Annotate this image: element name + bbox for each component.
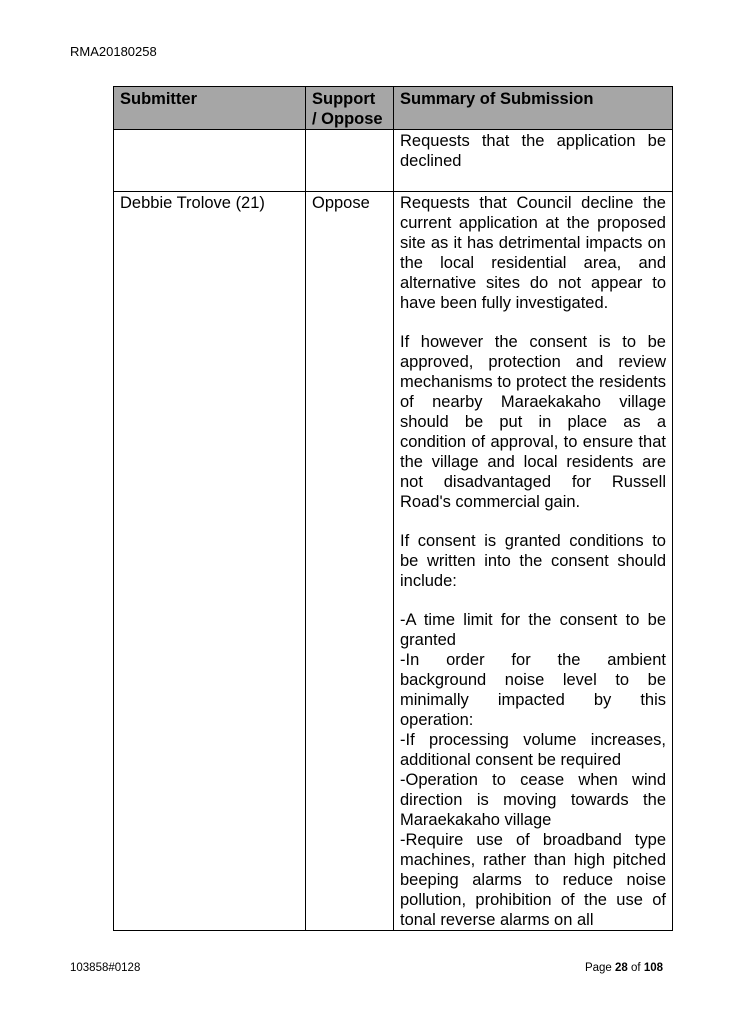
footer-page-number	[560, 962, 663, 974]
header-support-oppose	[306, 87, 394, 130]
summary-paragraph: If however the consent is to be approved, protection and review mechanisms to protect the residents of nearby Maraekakaho village should be put in place as a condition of approval, to ensure that the village and local residents are not disadvantaged for Russell Road's commercial gain.	[400, 333, 666, 511]
header-summary: Summary of Submission	[394, 87, 673, 130]
stance-cell: Oppose	[306, 192, 394, 931]
total-pages: 108	[643, 962, 663, 974]
submitter-cell: Debbie Trolove (21)	[114, 192, 306, 931]
summary-paragraph: Requests that Council decline the current application at the proposed site as it has detrimental impacts on the local residential area, and alternative sites do not appear to have been fully investigated.	[400, 194, 666, 312]
submitter-cell	[114, 130, 306, 192]
page-label: Page	[584, 962, 612, 974]
summary-cell: Requests that the application be declined	[394, 130, 673, 192]
document-reference: RMA20180258	[70, 44, 157, 59]
conditions-list	[400, 610, 666, 930]
condition-item: -If processing volume increases, additional consent be required	[400, 731, 666, 769]
table-row	[114, 192, 673, 931]
condition-item: -In order for the ambient background noise level to be minimally impacted by this operation:	[400, 651, 666, 729]
table-header-row	[114, 87, 673, 130]
footer-doc-id: 103858#0128	[70, 962, 141, 974]
condition-item: -Require use of broadband type machines, rather than high pitched beeping alarms to reduce noise pollution, prohibition of the use of tonal reverse alarms on all	[400, 831, 666, 929]
header-submitter: Submitter	[114, 87, 306, 130]
condition-item: -Operation to cease when wind direction is moving towards the Maraekakaho village	[400, 771, 666, 829]
submissions-table	[113, 86, 673, 931]
summary-paragraph: If consent is granted conditions to be written into the consent should include:	[400, 532, 666, 590]
condition-item: -A time limit for the consent to be granted	[400, 611, 666, 649]
current-page: 28	[615, 962, 628, 974]
summary-cell	[394, 192, 673, 931]
of-label: of	[631, 962, 641, 974]
header-support-line2: / Oppose	[312, 110, 383, 128]
header-support-line1: Support	[312, 90, 376, 108]
table-row	[114, 130, 673, 192]
stance-cell	[306, 130, 394, 192]
